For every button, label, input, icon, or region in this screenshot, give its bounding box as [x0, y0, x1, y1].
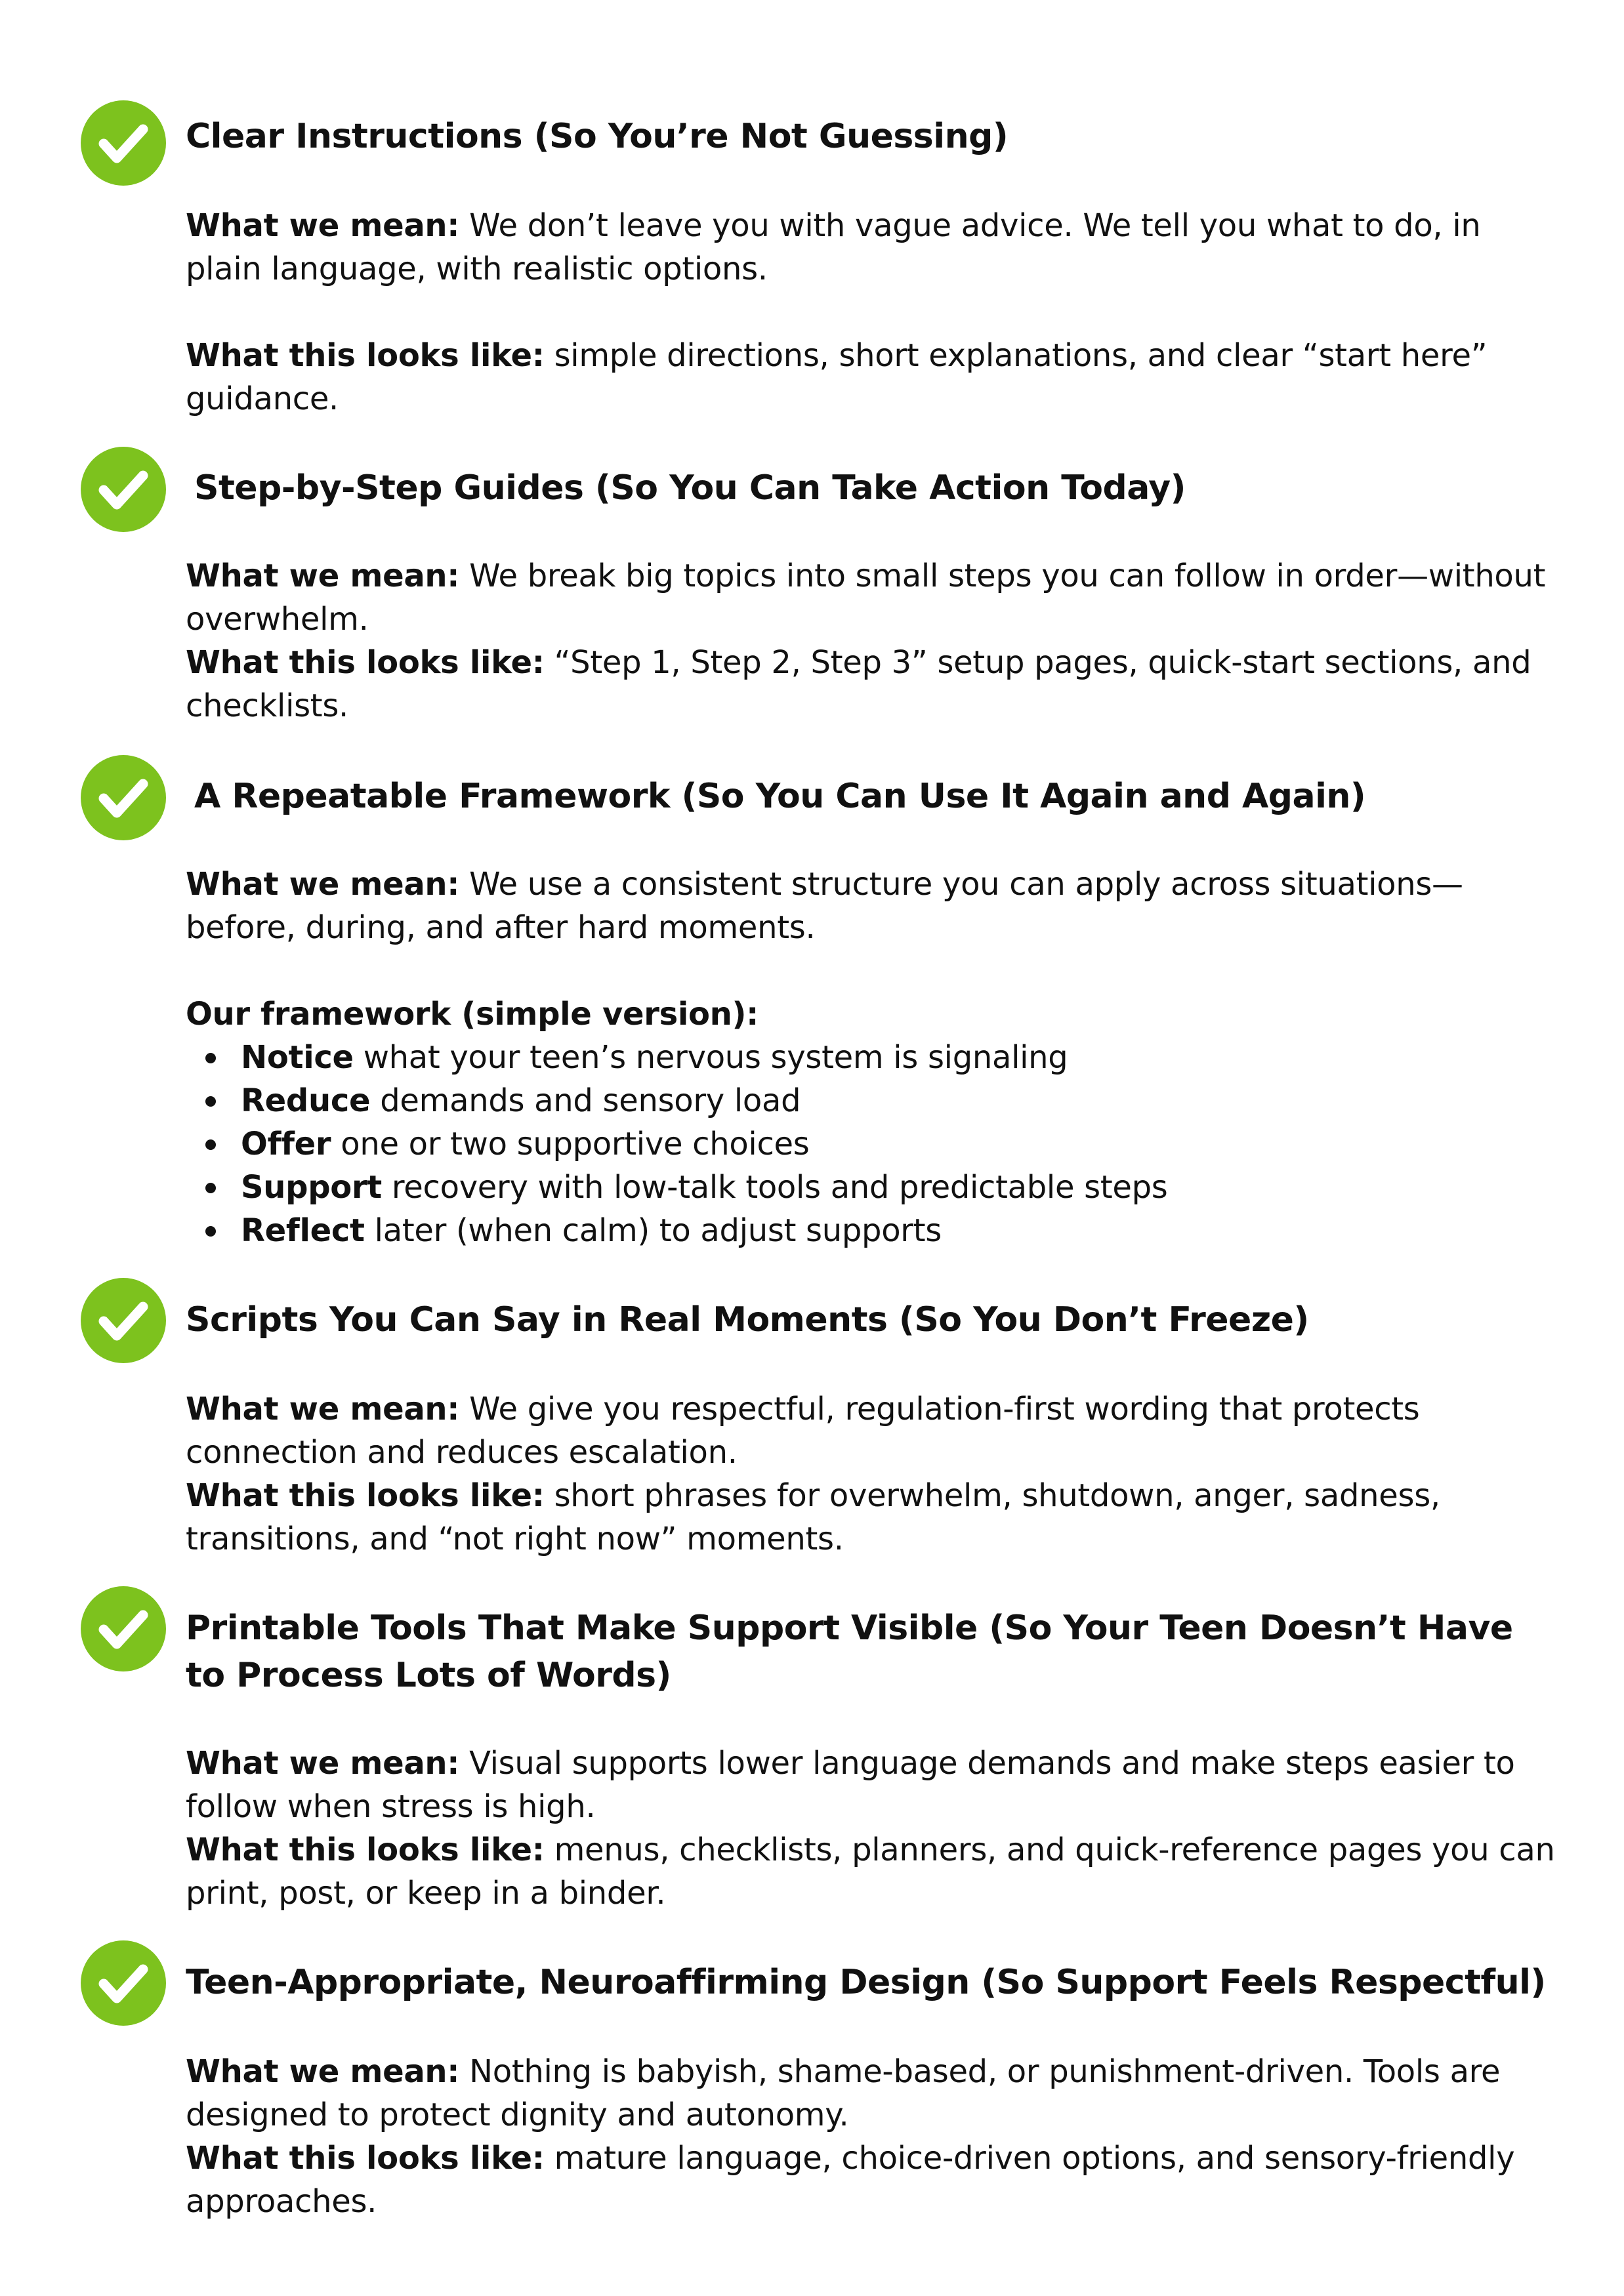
mean-paragraph	[186, 554, 1557, 641]
section-heading: Clear Instructions (So You’re Not Guessing)	[186, 117, 1009, 156]
mean-label: What we mean:	[186, 207, 460, 244]
list-item: Support recovery with low-talk tools and predictable steps	[186, 1166, 1557, 1209]
section-heading: Scripts You Can Say in Real Moments (So You Don’t Freeze)	[186, 1300, 1309, 1340]
mean-text: We give you respectful, regulation-first wording that protects connection and reduces escalation.	[186, 1391, 1420, 1471]
section-heading: Printable Tools That Make Support Visible (So Your Teen Doesn’t Have to Process Lots of Words)	[186, 1609, 1513, 1695]
section-heading: A Repeatable Framework (So You Can Use It Again and Again)	[194, 777, 1366, 816]
mean-label: What we mean:	[186, 866, 460, 903]
list-item: Offer one or two supportive choices	[186, 1122, 1557, 1166]
section-heading: Step-by-Step Guides (So You Can Take Action Today)	[194, 468, 1186, 508]
looks-paragraph	[186, 2137, 1557, 2223]
mean-text: We use a consistent structure you can apply across situations—before, during, and after hard moments.	[186, 866, 1463, 946]
list-item: Reflect later (when calm) to adjust supports	[186, 1209, 1557, 1252]
check-circle-icon	[81, 1586, 166, 1671]
mean-label: What we mean:	[186, 1391, 460, 1427]
looks-text: simple directions, short explanations, and clear “start here” guidance.	[186, 337, 1488, 417]
check-circle-icon	[81, 1278, 166, 1363]
check-circle-icon	[81, 1940, 166, 2026]
mean-text: Nothing is babyish, shame-based, or punishment-driven. Tools are designed to protect dignity and autonomy.	[186, 2053, 1501, 2133]
mean-paragraph	[186, 1387, 1557, 1474]
looks-paragraph	[186, 1474, 1557, 1561]
mean-text: Visual supports lower language demands and make steps easier to follow when stress is high.	[186, 1745, 1515, 1825]
looks-label: What this looks like:	[186, 1832, 545, 1868]
check-circle-icon	[81, 100, 166, 186]
list-item: Notice what your teen’s nervous system is signaling	[186, 1036, 1557, 1079]
framework-label: Our framework (simple version):	[186, 996, 759, 1033]
looks-paragraph	[186, 1828, 1557, 1915]
mean-text: We break big topics into small steps you can follow in order—without overwhelm.	[186, 558, 1546, 638]
mean-paragraph	[186, 1742, 1557, 1828]
mean-paragraph	[186, 863, 1557, 949]
looks-paragraph	[186, 334, 1557, 420]
looks-label: What this looks like:	[186, 2140, 545, 2177]
check-circle-icon	[81, 447, 166, 532]
looks-label: What this looks like:	[186, 644, 545, 681]
looks-label: What this looks like:	[186, 337, 545, 374]
list-item: Reduce demands and sensory load	[186, 1079, 1557, 1122]
looks-paragraph	[186, 641, 1557, 728]
mean-label: What we mean:	[186, 1745, 460, 1782]
mean-text: We don’t leave you with vague advice. We tell you what to do, in plain language, with realistic options.	[186, 207, 1481, 287]
mean-label: What we mean:	[186, 558, 460, 594]
looks-text: “Step 1, Step 2, Step 3” setup pages, quick-start sections, and checklists.	[186, 644, 1531, 724]
section-heading: Teen-Appropriate, Neuroaffirming Design (So Support Feels Respectful)	[186, 1963, 1546, 2002]
mean-paragraph	[186, 204, 1557, 291]
check-circle-icon	[81, 755, 166, 840]
looks-text: short phrases for overwhelm, shutdown, anger, sadness, transitions, and “not right now” moments.	[186, 1477, 1440, 1557]
looks-text: mature language, choice-driven options, and sensory-friendly approaches.	[186, 2140, 1515, 2220]
mean-paragraph	[186, 2050, 1557, 2137]
looks-text: menus, checklists, planners, and quick-reference pages you can print, post, or keep in a binder.	[186, 1832, 1555, 1912]
mean-label: What we mean:	[186, 2053, 460, 2090]
framework-list	[186, 1036, 1557, 1252]
looks-label: What this looks like:	[186, 1477, 545, 1514]
